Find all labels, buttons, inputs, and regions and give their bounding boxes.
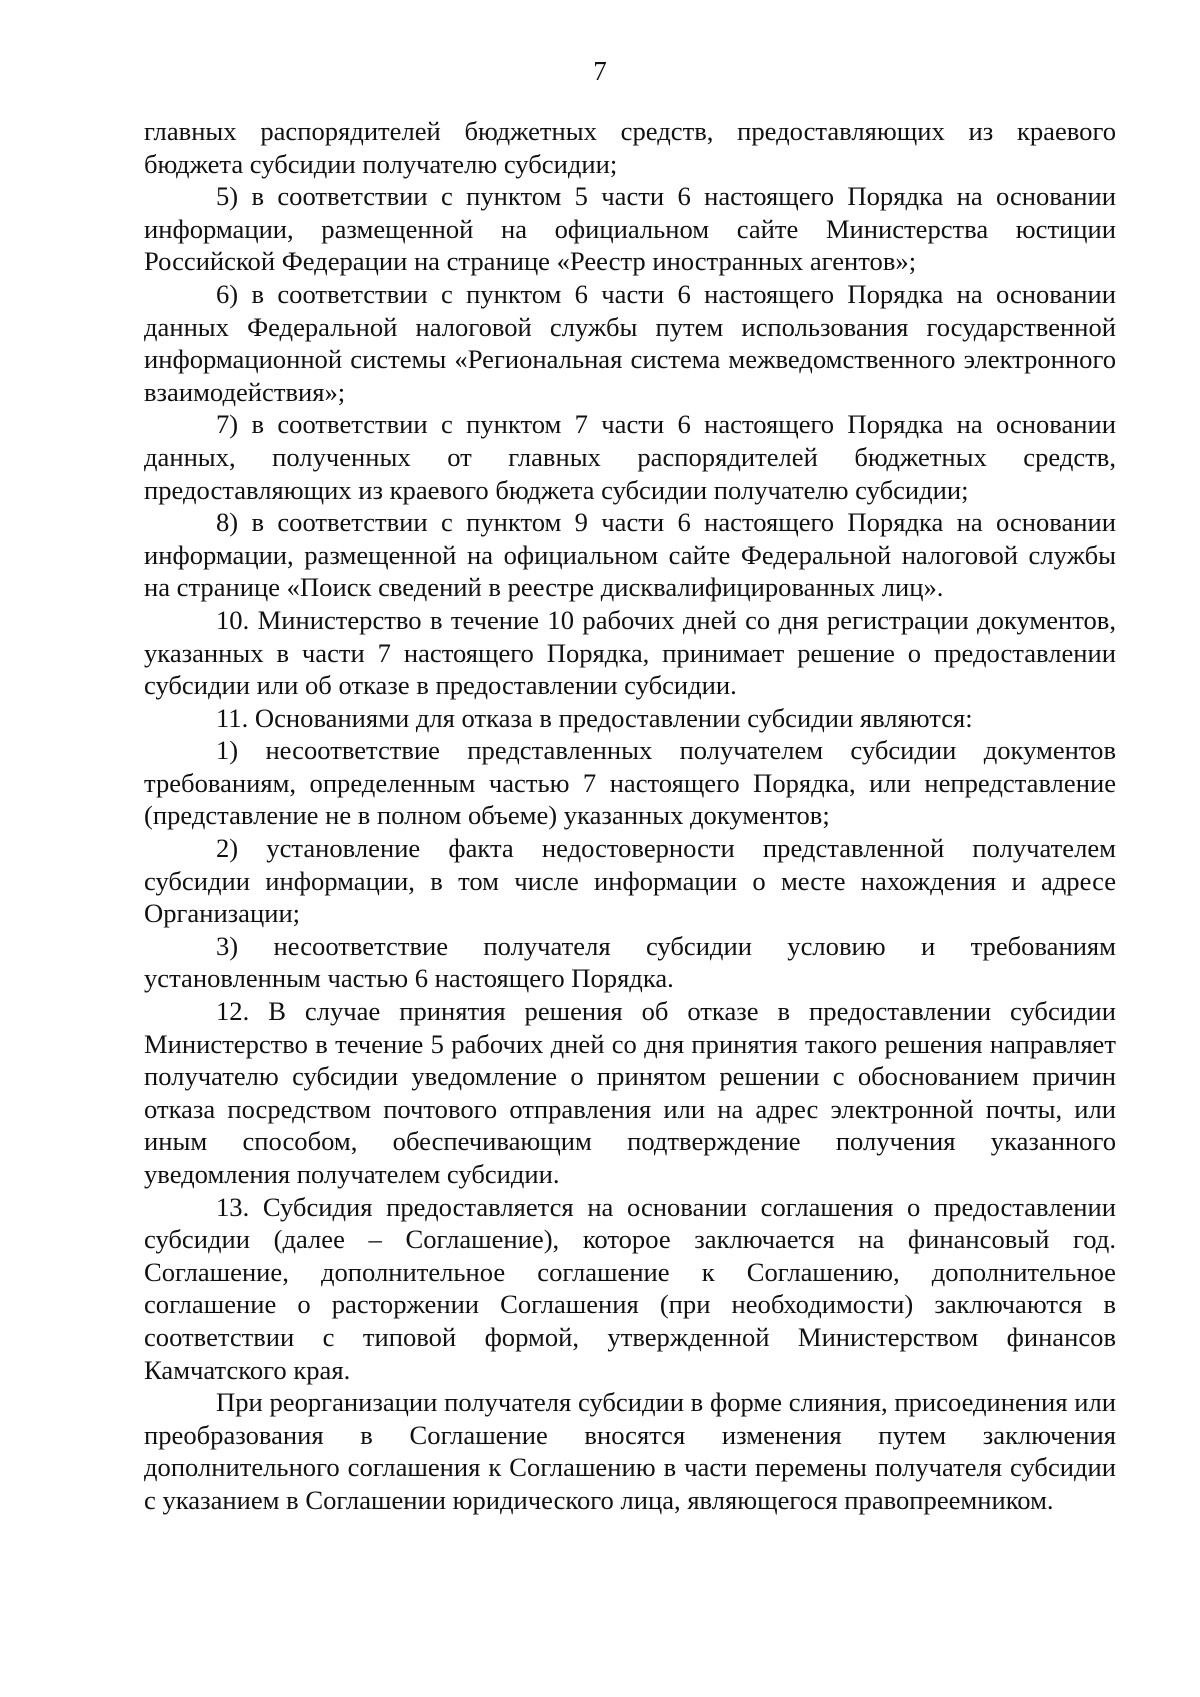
paragraph-clause-11: 11. Основаниями для отказа в предоставлении субсидии являются: bbox=[216, 702, 973, 733]
paragraph-clause-10: 10. Министерство в течение 10 рабочих дней со дня регистрации документов, указанных в части 7 настоящего Порядка, принимает решение о предоставлении субсидии или об отказе в предоставлении субсидии. bbox=[144, 604, 1116, 701]
paragraph-item-6: 6) в соответствии с пунктом 6 части 6 настоящего Порядка на основании данных Федеральной налоговой службы путем использования государственной информационной системы «Региональная система межведомственного электронного взаимодействия»; bbox=[144, 278, 1116, 407]
paragraph-continuation: главных распорядителей бюджетных средств, предоставляющих из краевого бюджета субсидии получателю субсидии; bbox=[144, 116, 1116, 179]
paragraph-clause-11-item-1: 1) несоответствие представленных получателем субсидии документов требованиям, определенным частью 7 настоящего Порядка, или непредставление (представление не в полном объеме) указанных документов; bbox=[144, 735, 1116, 831]
paragraph-clause-11-item-3: 3) несоответствие получателя субсидии условию и требованиям установленным частью 6 настоящего Порядка. bbox=[144, 930, 1116, 994]
paragraph-clause-11-item-2: 2) установление факта недостоверности представленной получателем субсидии информации, в том числе информации о месте нахождения и адресе Организации; bbox=[144, 833, 1116, 929]
page-number: 7 bbox=[593, 56, 607, 86]
paragraph-item-7: 7) в соответствии с пунктом 7 части 6 настоящего Порядка на основании данных, полученных от главных распорядителей бюджетных средств, предоставляющих из краевого бюджета субсидии получателю субсидии; bbox=[144, 409, 1116, 505]
paragraph-clause-12: 12. В случае принятия решения об отказе в предоставлении субсидии Министерство в течение 5 рабочих дней со дня принятия такого решения направляет получателю субсидии уведомление о принятом решении с обоснованием причин отказа посредством почтового отправления или на адрес электронной почты, или иным способом, обеспечивающим подтверждение получения указанного уведомления получателем субсидии. bbox=[144, 996, 1116, 1189]
paragraph-reorganization: При реорганизации получателя субсидии в форме слияния, присоединения или преобразования в Соглашение вносятся изменения путем заключения дополнительного соглашения к Соглашению в части перемены получателя субсидии с указанием в Соглашении юридического лица, являющегося правопреемником. bbox=[144, 1387, 1116, 1515]
paragraph-item-8: 8) в соответствии с пунктом 9 части 6 настоящего Порядка на основании информации, размещенной на официальном сайте Федеральной налоговой службы на странице «Поиск сведений в реестре дисквалифицированных лиц». bbox=[144, 507, 1116, 603]
paragraph-item-5: 5) в соответствии с пунктом 5 части 6 настоящего Порядка на основании информации, размещенной на официальном сайте Министерства юстиции Российской Федерации на странице «Реестр иностранных агентов»; bbox=[144, 181, 1116, 277]
paragraph-clause-13: 13. Субсидия предоставляется на основании соглашения о предоставлении субсидии (далее – Соглашение), которое заключается на финансовый год. Соглашение, дополнительное соглашение к Соглашению, дополнительное соглашение о расторжении Соглашения (при необходимости) заключаются в соответствии с типовой формой, утвержденной Министерством финансов Камчатского края. bbox=[144, 1191, 1116, 1385]
document-body bbox=[144, 115, 1116, 1517]
